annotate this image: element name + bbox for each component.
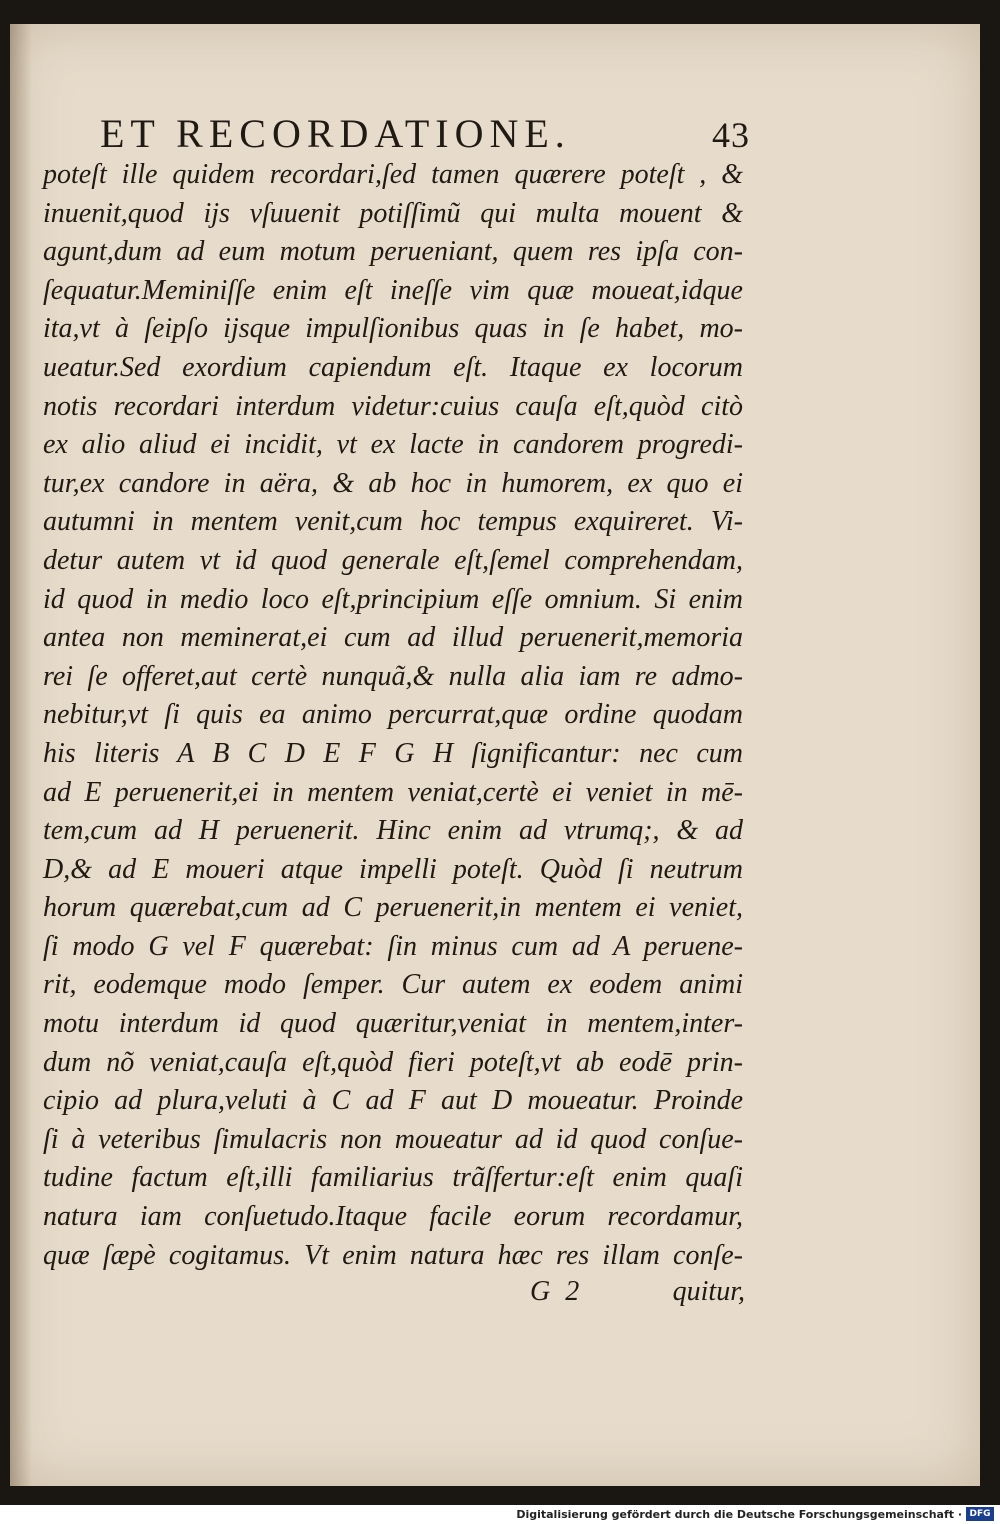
text-line: ita,vt à ſeipſo ijsque impulſionibus quas in ſe habet, mo- bbox=[43, 313, 743, 345]
footer-bar bbox=[0, 1505, 1000, 1524]
body-text bbox=[43, 156, 743, 1275]
text-line: agunt,dum ad eum motum perueniant, quem res ipſa con- bbox=[43, 236, 743, 268]
text-line: rei ſe offeret,aut certè nunquã,& nulla alia iam re admo- bbox=[43, 660, 743, 692]
text-line: D,& ad E moueri atque impelli poteſt. Quòd ſi neutrum bbox=[43, 853, 743, 885]
text-line: rit, eodemque modo ſemper. Cur autem ex eodem animi bbox=[43, 969, 743, 1001]
text-line: antea non meminerat,ei cum ad illud peruenerit,memoria bbox=[43, 622, 743, 654]
text-line: tudine factum eſt,illi familiarius trãſfertur:eſt enim quaſi bbox=[43, 1162, 743, 1194]
text-line: dum nõ veniat,cauſa eſt,quòd fieri poteſt,vt ab eodē prin- bbox=[43, 1046, 743, 1078]
text-line: cipio ad plura,veluti à C ad F aut D moueatur. Proinde bbox=[43, 1085, 743, 1117]
running-title: ET RECORDATIONE. bbox=[100, 111, 571, 156]
text-line: ſequatur.Meminiſſe enim eſt ineſſe vim quæ moueat,idque bbox=[43, 274, 743, 306]
book-page bbox=[10, 24, 980, 1486]
text-line: quæ ſæpè cogitamus. Vt enim natura hæc res illam conſe- bbox=[43, 1239, 743, 1271]
text-line: horum quærebat,cum ad C peruenerit,in mentem ei veniet, bbox=[43, 892, 743, 924]
text-line: autumni in mentem venit,cum hoc tempus exquireret. Vi- bbox=[43, 506, 743, 538]
signature-mark: G 2 bbox=[530, 1276, 584, 1307]
text-line: poteſt ille quidem recordari,ſed tamen quærere poteſt , & bbox=[43, 159, 743, 190]
dfg-logo: DFG bbox=[966, 1507, 994, 1521]
text-line: inuenit,quod ijs vſuuenit potiſſimũ qui multa mouent & bbox=[43, 197, 743, 229]
text-line: ſi modo G vel F quærebat: ſin minus cum ad A peruene- bbox=[43, 930, 743, 962]
text-line: ſi à veteribus ſimulacris non moueatur ad id quod conſue- bbox=[43, 1123, 743, 1155]
text-line: ueatur.Sed exordium capiendum eſt. Itaque ex locorum bbox=[43, 351, 743, 383]
text-line: notis recordari interdum videtur:cuius cauſa eſt,quòd citò bbox=[43, 390, 743, 422]
catchword: quitur, bbox=[672, 1276, 745, 1307]
text-line: tem,cum ad H peruenerit. Hinc enim ad vtrumq;, & ad bbox=[43, 815, 743, 847]
text-line: motu interdum id quod quæritur,veniat in mentem,inter- bbox=[43, 1008, 743, 1040]
running-head bbox=[100, 110, 750, 157]
page-number: 43 bbox=[712, 115, 750, 155]
text-line: tur,ex candore in aëra, & ab hoc in humorem, ex quo ei bbox=[43, 467, 743, 499]
gutter-shadow bbox=[10, 24, 32, 1486]
text-line: ad E peruenerit,ei in mentem veniat,certè ei veniet in mē- bbox=[43, 776, 743, 808]
text-line: nebitur,vt ſi quis ea animo percurrat,quæ ordine quodam bbox=[43, 699, 743, 731]
text-line: his literis A B C D E F G H ſignificantur: nec cum bbox=[43, 737, 743, 769]
text-line: id quod in medio loco eſt,principium eſſe omnium. Si enim bbox=[43, 583, 743, 615]
funding-credit: Digitalisierung gefördert durch die Deutsche Forschungsgemeinschaft · bbox=[516, 1508, 962, 1521]
catchline bbox=[530, 1276, 745, 1308]
text-line: ex alio aliud ei incidit, vt ex lacte in candorem progredi- bbox=[43, 429, 743, 461]
text-line: natura iam conſuetudo.Itaque facile eorum recordamur, bbox=[43, 1201, 743, 1233]
text-line: detur autem vt id quod generale eſt,ſemel comprehendam, bbox=[43, 544, 743, 576]
